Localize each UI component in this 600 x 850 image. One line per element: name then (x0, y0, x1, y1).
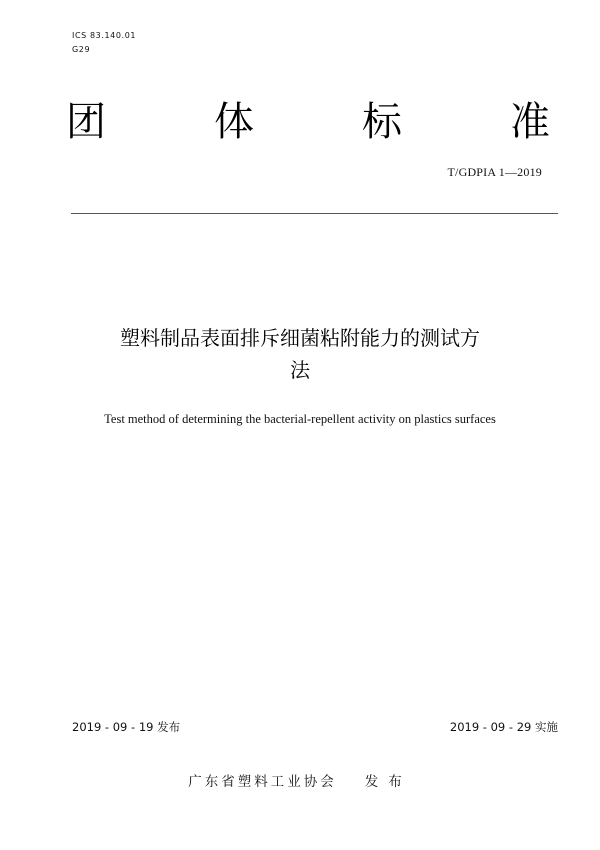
header-divider (71, 213, 558, 214)
document-title-zh-line1: 塑料制品表面排斥细菌粘附能力的测试方 (120, 326, 480, 350)
standard-type-char: 体 (214, 99, 254, 145)
publisher-row (0, 773, 600, 791)
standard-number: T/GDPIA 1—2019 (447, 165, 542, 179)
standard-type-char: 准 (510, 99, 550, 145)
ccs-code: G29 (72, 45, 91, 54)
document-title-en: Test method of determining the bacterial-repellent activity on plastics surfaces (104, 412, 496, 426)
ics-code: ICS 83.140.01 (72, 31, 137, 40)
publisher-name: 广东省塑料工业协会 (188, 774, 337, 790)
standard-type-char: 标 (362, 99, 402, 145)
document-title-zh (40, 322, 560, 386)
implementation-date: 2019 - 09 - 29 实施 (449, 720, 558, 734)
document-title-zh-line2: 法 (290, 358, 310, 382)
issue-date: 2019 - 09 - 19 发布 (72, 720, 181, 734)
standard-type-char: 团 (66, 99, 106, 145)
standard-type-title (66, 96, 550, 148)
publish-label: 发布 (364, 774, 412, 790)
